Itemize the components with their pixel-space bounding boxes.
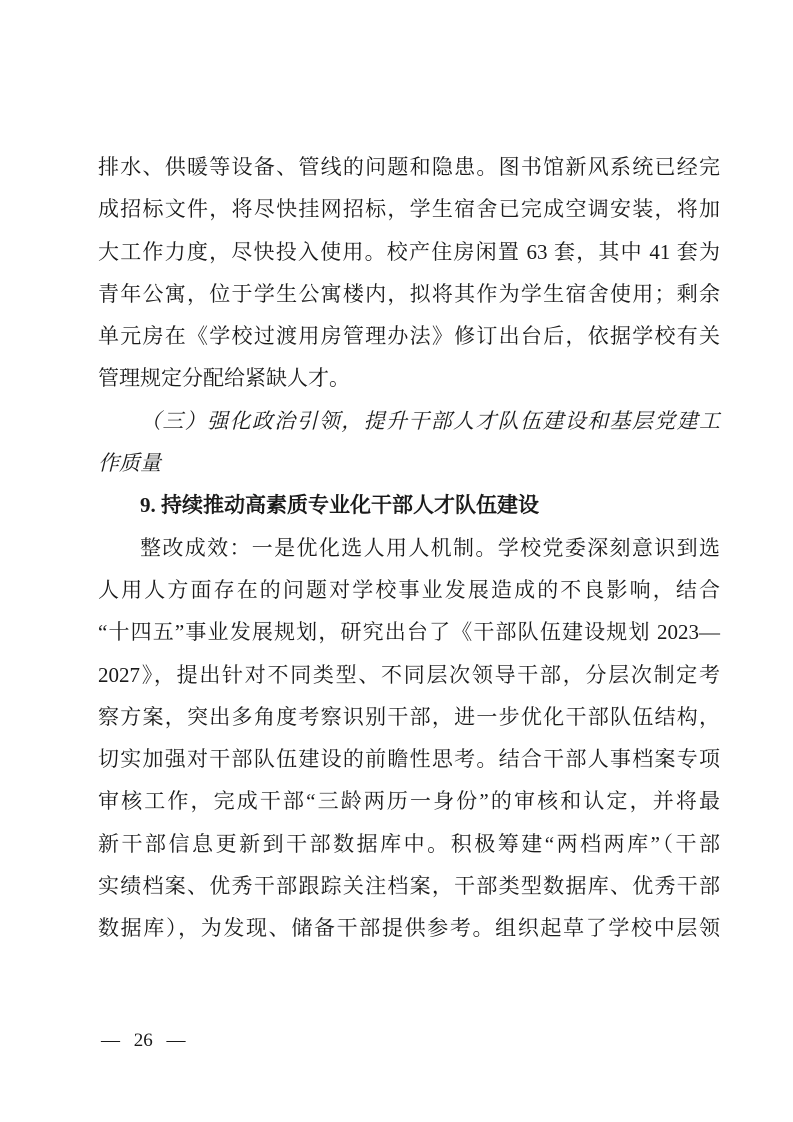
body-line: 整改成效：一是优化选人用人机制。学校党委深刻意识到选 bbox=[140, 535, 720, 560]
body-line: 察方案，突出多角度考察识别干部，进一步优化干部队伍结构， bbox=[98, 704, 720, 729]
page-number bbox=[101, 1029, 186, 1053]
body-line: 新干部信息更新到干部数据库中。积极筹建“两档两库”（干部 bbox=[98, 831, 720, 856]
section-heading-line: （三）强化政治引领，提升干部人才队伍建设和基层党建工 bbox=[140, 408, 720, 433]
page-number-text: — 26 — bbox=[101, 1030, 186, 1051]
body-line: 单元房在《学校过渡用房管理办法》修订出台后，依据学校有关 bbox=[98, 324, 720, 349]
body-line: 实绩档案、优秀干部跟踪关注档案，干部类型数据库、优秀干部 bbox=[98, 874, 720, 899]
body-line: 成招标文件，将尽快挂网招标，学生宿舍已完成空调安装，将加 bbox=[98, 197, 720, 222]
body-line: 人用人方面存在的问题对学校事业发展造成的不良影响，结合 bbox=[98, 577, 720, 602]
body-line: 管理规定分配给紧缺人才。 bbox=[98, 366, 350, 391]
body-line: 2027》，提出针对不同类型、不同层次领导干部，分层次制定考 bbox=[98, 662, 720, 687]
numbered-heading-line: 9. 持续推动高素质专业化干部人才队伍建设 bbox=[140, 493, 539, 518]
section-heading-line: 作质量 bbox=[98, 451, 161, 476]
body-line: 青年公寓，位于学生公寓楼内，拟将其作为学生宿舍使用；剩余 bbox=[98, 281, 720, 306]
body-line: 切实加强对干部队伍建设的前瞻性思考。结合干部人事档案专项 bbox=[98, 747, 720, 772]
numbered-heading-9 bbox=[98, 484, 720, 526]
body-line: 审核工作，完成干部“三龄两历一身份”的审核和认定，并将最 bbox=[98, 789, 720, 814]
paragraph-maintenance bbox=[98, 146, 720, 400]
document-body bbox=[98, 146, 720, 950]
paragraph-rectification bbox=[98, 527, 720, 950]
section-heading-three bbox=[98, 400, 720, 485]
body-line: 大工作力度，尽快投入使用。校产住房闲置 63 套，其中 41 套为 bbox=[98, 239, 720, 264]
body-line: 数据库），为发现、储备干部提供参考。组织起草了学校中层领 bbox=[98, 916, 720, 941]
body-line: “十四五”事业发展规划，研究出台了《干部队伍建设规划 2023— bbox=[98, 620, 720, 645]
body-line: 排水、供暖等设备、管线的问题和隐患。图书馆新风系统已经完 bbox=[98, 155, 720, 179]
